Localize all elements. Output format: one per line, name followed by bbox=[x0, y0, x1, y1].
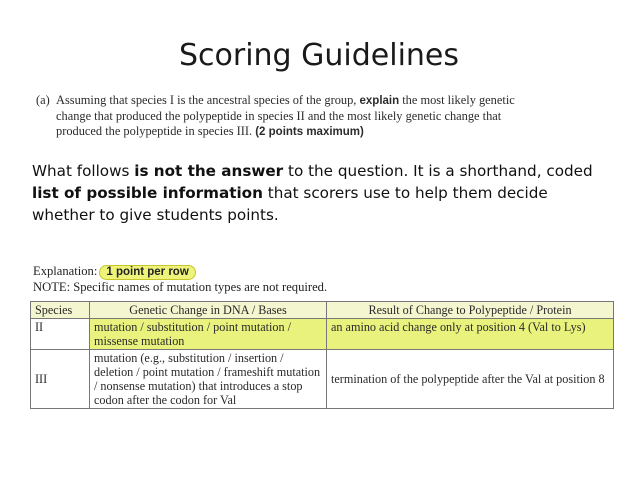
species-cell: III bbox=[31, 350, 90, 409]
question-line1-bold: explain bbox=[359, 95, 400, 107]
note-text-3: that scorers use to help them decide whether to give students points. bbox=[32, 184, 548, 224]
question-line3-wrap bbox=[36, 124, 606, 140]
change-cell: mutation / substitution / point mutation / missense mutation bbox=[90, 319, 327, 350]
scoring-table bbox=[30, 301, 614, 409]
question-points: (2 points maximum) bbox=[255, 126, 364, 138]
note-bold-1: is not the answer bbox=[134, 162, 284, 180]
question-line1-a: Assuming that species I is the ancestral species of the group, bbox=[56, 93, 360, 107]
slide-title: Scoring Guidelines bbox=[178, 38, 460, 73]
result-cell: termination of the polypeptide after the Val at position 8 bbox=[327, 350, 614, 409]
note-text-2: to the question. It is a shorthand, coded bbox=[283, 162, 593, 180]
table-row bbox=[31, 350, 614, 409]
explanation-line bbox=[33, 264, 613, 280]
explanation-note: NOTE: Specific names of mutation types are not required. bbox=[33, 280, 328, 294]
explanation-block bbox=[33, 264, 613, 295]
explanation-label: Explanation: bbox=[33, 264, 98, 278]
explanatory-note bbox=[32, 160, 607, 226]
question-label: (a) bbox=[36, 93, 50, 107]
table-header-row bbox=[31, 302, 614, 319]
question-line2: change that produced the polypeptide in species II and the most likely genetic change that bbox=[56, 109, 502, 123]
question-line1-b: the most likely genetic bbox=[399, 93, 515, 107]
question-line3: produced the polypeptide in species III. bbox=[56, 124, 256, 138]
header-result: Result of Change to Polypeptide / Protein bbox=[327, 302, 614, 319]
result-cell: an amino acid change only at position 4 (Val to Lys) bbox=[327, 319, 614, 350]
note-bold-2: list of possible information bbox=[32, 184, 263, 202]
species-cell: II bbox=[31, 319, 90, 350]
table-row bbox=[31, 319, 614, 350]
question-text bbox=[36, 93, 606, 140]
header-genetic-change: Genetic Change in DNA / Bases bbox=[90, 302, 327, 319]
header-species: Species bbox=[31, 302, 90, 319]
points-per-row-highlight: 1 point per row bbox=[99, 265, 195, 280]
change-cell: mutation (e.g., substitution / insertion / deletion / point mutation / frameshift mutation / nonsense mutation) that introduces a stop codon after the codon for Val bbox=[90, 350, 327, 409]
note-text-1: What follows bbox=[32, 162, 135, 180]
